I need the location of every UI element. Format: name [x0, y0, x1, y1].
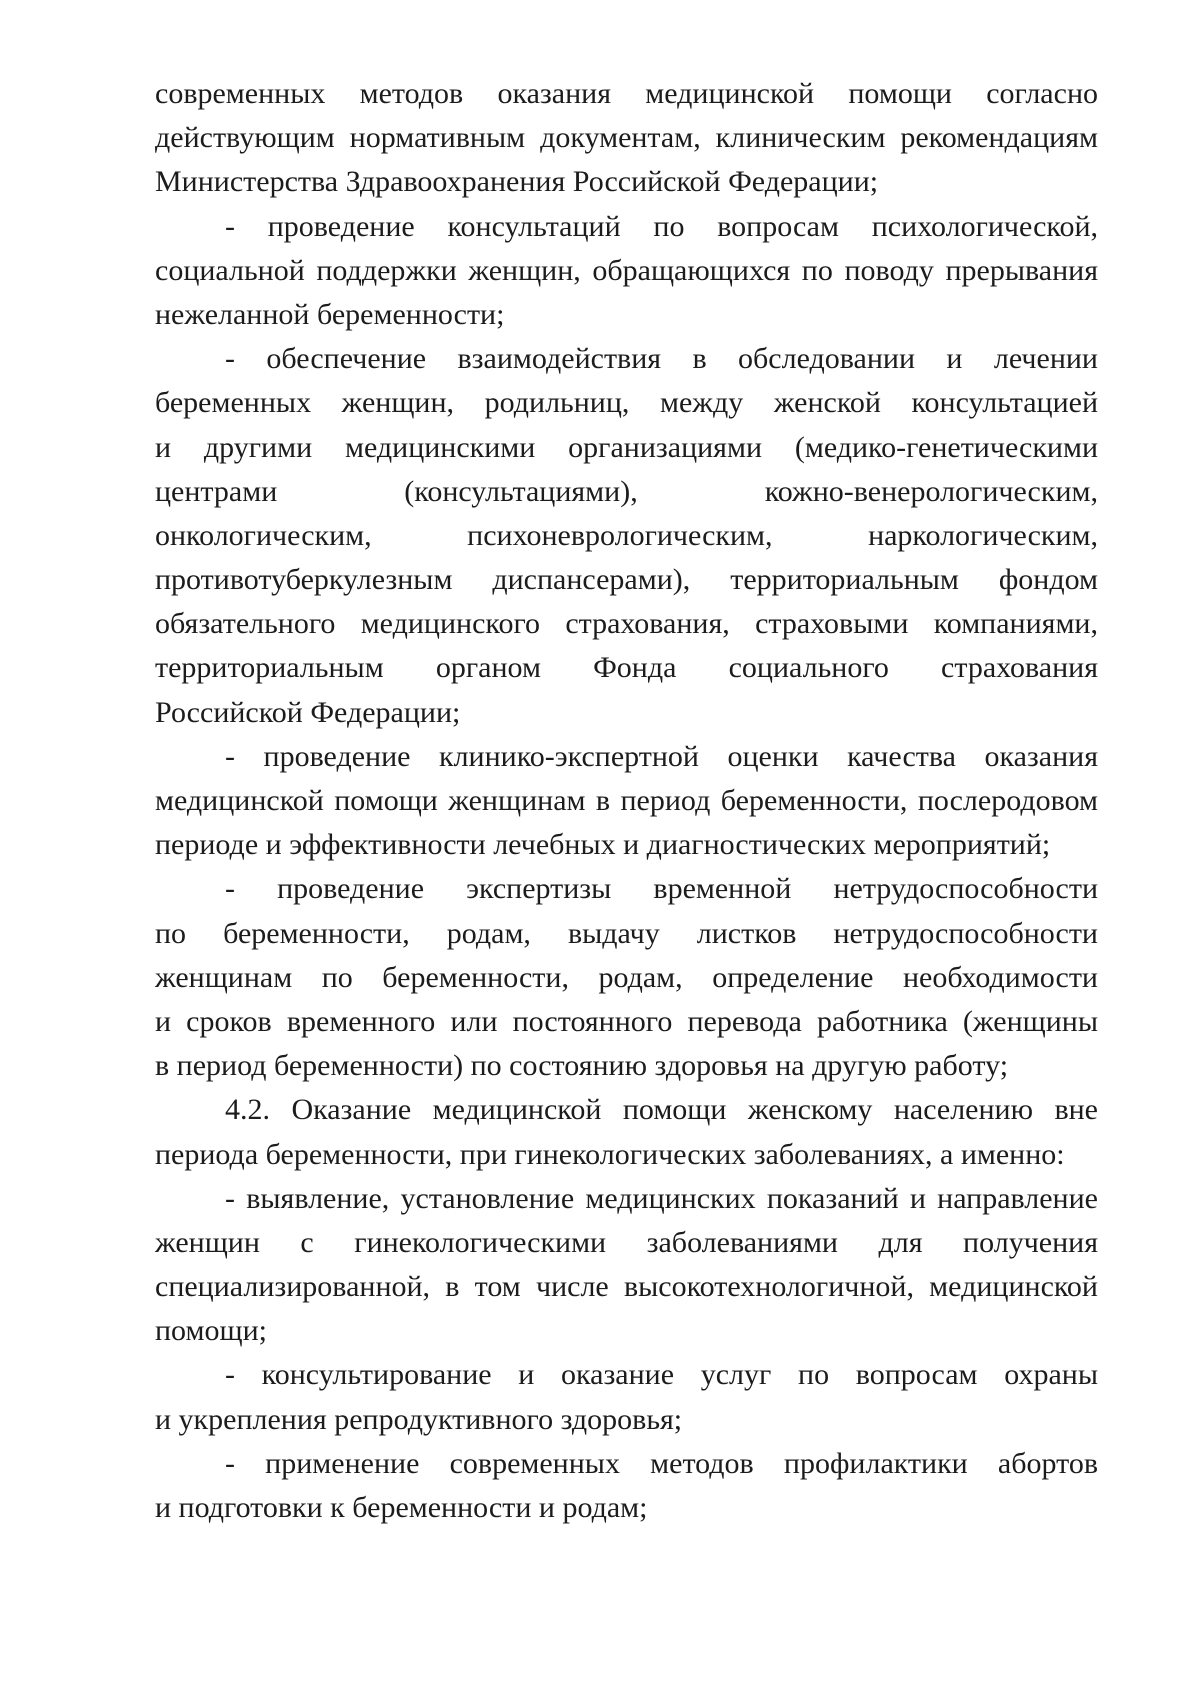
list-item-identification [155, 1177, 1098, 1354]
text-line: Министерства Здравоохранения Российской Федерации; [155, 165, 879, 199]
text-line: противотуберкулезным диспансерами), территориальным фондом [155, 563, 1098, 597]
text-line: - проведение клинико-экспертной оценки качества оказания [225, 739, 1098, 773]
list-item-disability-expertise [155, 867, 1098, 1088]
list-item-psychological-consultations [155, 205, 1098, 338]
text-line: женщин с гинекологическими заболеваниями для получения [155, 1225, 1098, 1259]
text-line: женщинам по беременности, родам, определение необходимости [155, 960, 1098, 994]
list-item-counseling [155, 1353, 1098, 1441]
text-line: помощи; [155, 1314, 267, 1348]
list-item-interaction [155, 337, 1098, 735]
text-line: периода беременности, при гинекологических заболеваниях, а именно: [155, 1137, 1065, 1171]
text-line: по беременности, родам, выдачу листков нетрудоспособности [155, 916, 1098, 950]
text-line: нежеланной беременности; [155, 297, 505, 331]
text-line: современных методов оказания медицинской помощи согласно [155, 77, 1098, 110]
section-4-2 [155, 1088, 1098, 1176]
text-line: - проведение экспертизы временной нетрудоспособности [225, 872, 1098, 906]
text-line: беременных женщин, родильниц, между женской консультацией [155, 386, 1098, 420]
document-body [155, 72, 1098, 1530]
text-line: и укрепления репродуктивного здоровья; [155, 1402, 683, 1436]
text-line: и сроков временного или постоянного перевода работника (женщины [155, 1004, 1098, 1038]
text-line: социальной поддержки женщин, обращающихся по поводу прерывания [155, 253, 1098, 287]
text-line: - выявление, установление медицинских показаний и направление [225, 1181, 1098, 1215]
text-line: специализированной, в том числе высокотехнологичной, медицинской [155, 1270, 1098, 1304]
text-line: - консультирование и оказание услуг по вопросам охраны [225, 1358, 1098, 1392]
text-line: в период беременности) по состоянию здоровья на другую работу; [155, 1049, 1009, 1083]
text-line: центрами (консультациями), кожно-венерологическим, [155, 474, 1098, 508]
text-line: - применение современных методов профилактики абортов [225, 1446, 1098, 1480]
list-item-abortion-prevention [155, 1442, 1098, 1530]
text-line: и подготовки к беременности и родам; [155, 1491, 648, 1524]
paragraph-intro-continuation [155, 72, 1098, 205]
list-item-quality-assessment [155, 735, 1098, 868]
text-line: - проведение консультаций по вопросам психологической, [225, 209, 1098, 243]
text-line: территориальным органом Фонда социального страхования [155, 651, 1098, 685]
text-line: онкологическим, психоневрологическим, наркологическим, [155, 518, 1098, 552]
text-line: действующим нормативным документам, клиническим рекомендациям [155, 121, 1098, 155]
text-line: 4.2. Оказание медицинской помощи женскому населению вне [225, 1093, 1098, 1127]
text-line: периоде и эффективности лечебных и диагностических мероприятий; [155, 828, 1051, 862]
text-line: Российской Федерации; [155, 695, 461, 729]
text-line: обязательного медицинского страхования, страховыми компаниями, [155, 607, 1098, 641]
text-line: - обеспечение взаимодействия в обследовании и лечении [225, 342, 1098, 376]
text-line: медицинской помощи женщинам в период беременности, послеродовом [155, 784, 1098, 817]
text-line: и другими медицинскими организациями (медико-генетическими [155, 430, 1098, 464]
